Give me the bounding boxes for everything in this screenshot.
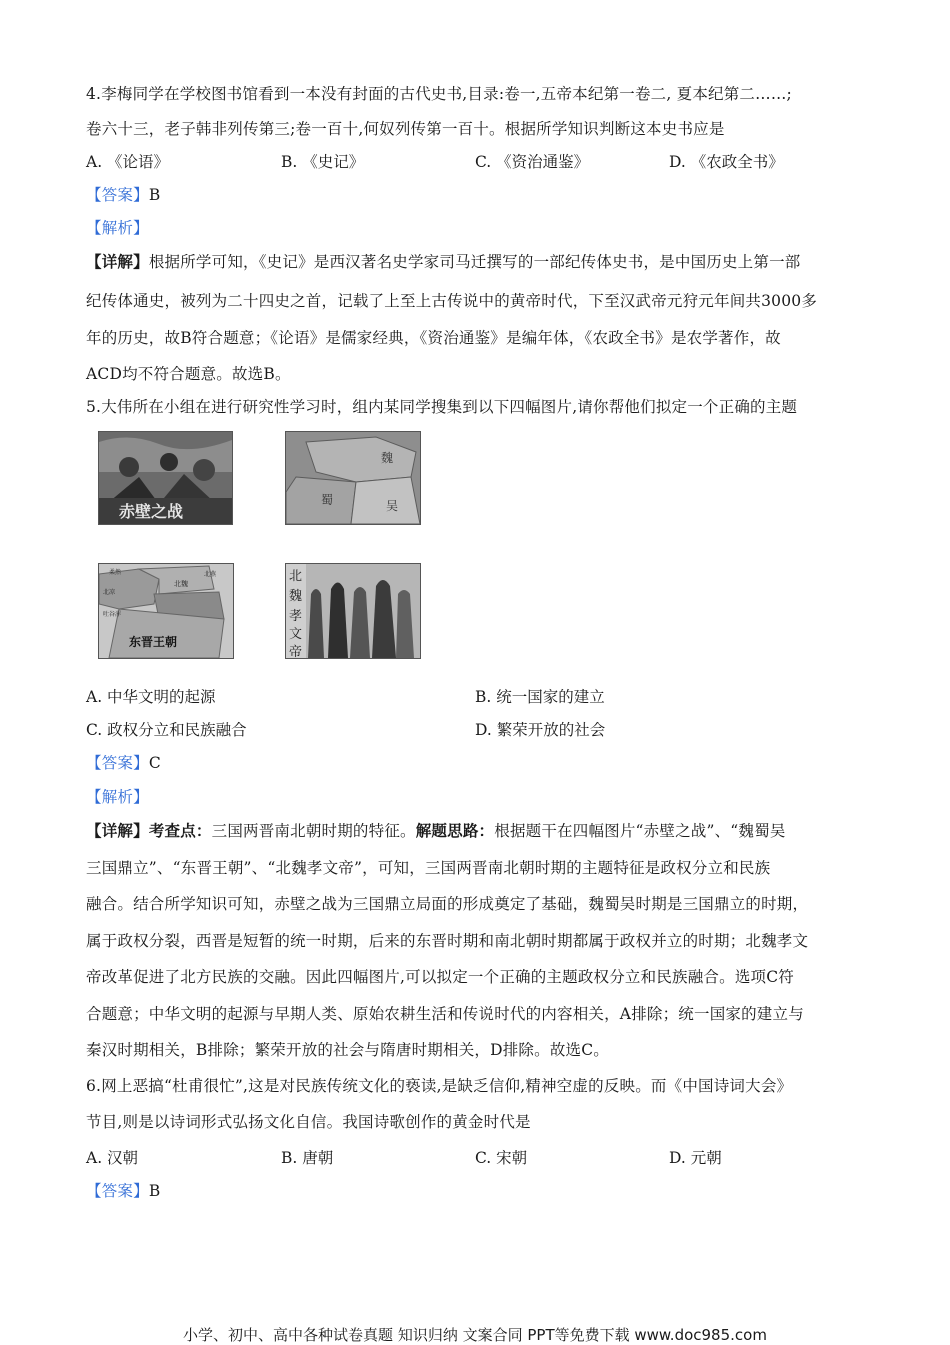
- q4-stem-line2: 卷六十三，老子韩非列传第三;卷一百十,何奴列传第一百十。根据所学知识判断这本史书应是: [86, 120, 725, 138]
- q4-option-b: B. 《史记》: [281, 153, 365, 171]
- kp-label: 考查点：: [148, 821, 212, 840]
- q4-stem-line1: 4.李梅同学在学校图书馆看到一本没有封面的古代史书,目录:卷一,五帝本纪第一卷二, 夏本纪第二……;: [86, 85, 792, 103]
- xiaowen-char-4: 文: [289, 627, 303, 642]
- eastern-jin-caption: 东晋王朝: [129, 635, 178, 649]
- detail-text: 根据所学可知，《史记》是西汉著名史学家司马迁撰写的一部纪传体史书，是中国历史上第一部: [148, 253, 801, 271]
- q5-detail-line6: 合题意；中华文明的起源与早期人类、原始农耕生活和传说时代的内容相关，A排除；统一国家的建立与: [86, 1005, 804, 1023]
- idea-text: 根据题干在四幅图片“赤壁之战”、“魏蜀吴: [494, 822, 786, 840]
- three-kingdoms-map-image: [285, 431, 421, 525]
- q5-stem: 5.大伟所在小组在进行研究性学习时，组内某同学搜集到以下四幅图片,请你帮他们拟定一个正确的主题: [86, 398, 798, 416]
- map-label-beiwei: 北魏: [174, 580, 188, 588]
- red-cliffs-battle-image: [98, 431, 233, 525]
- q4-answer: [86, 184, 160, 206]
- map-label-tuyuhun: 吐谷浑: [103, 611, 122, 618]
- q4-detail-line1: [86, 251, 800, 273]
- answer-tag: 【答案】: [86, 186, 149, 204]
- emperor-xiaowen-image: [285, 563, 421, 659]
- detail-tag: 【详解】: [86, 252, 149, 271]
- q5-option-b: B. 统一国家的建立: [475, 688, 605, 706]
- q5-option-d: D. 繁荣开放的社会: [475, 721, 606, 739]
- q4-option-a: A. 《论语》: [86, 153, 170, 171]
- q4-option-d: D. 《农政全书》: [669, 153, 784, 171]
- map-label-wei: 魏: [381, 451, 394, 465]
- q4-detail-line3: 年的历史，故B符合题意；《论语》是儒家经典，《资治通鉴》是编年体，《农政全书》是农学著作，故: [86, 329, 781, 347]
- xiaowen-char-5: 帝: [289, 645, 303, 658]
- eastern-jin-map-image: [98, 563, 234, 659]
- map-label-rouran: 柔然: [109, 569, 122, 576]
- kp-text: 三国两晋南北朝时期的特征。: [211, 822, 416, 840]
- map-label-wu: 吴: [386, 499, 399, 513]
- page-footer[interactable]: 小学、初中、高中各种试卷真题 知识归纳 文案合同 PPT等免费下载 www.doc985.com: [183, 1326, 767, 1344]
- map-label-shu: 蜀: [321, 493, 334, 507]
- idea-label: 解题思路：: [415, 821, 495, 840]
- q6-option-a: A. 汉朝: [86, 1149, 139, 1167]
- q5-option-a: A. 中华文明的起源: [86, 688, 216, 706]
- q5-detail-line5: 帝改革促进了北方民族的交融。因此四幅图片,可以拟定一个正确的主题政权分立和民族融合。选项C符: [86, 968, 794, 986]
- q6-option-d: D. 元朝: [669, 1149, 722, 1167]
- q4-detail-line2: 纪传体通史，被列为二十四史之首，记载了上至上古传说中的黄帝时代，下至汉武帝元狩元年间共3000多: [86, 292, 818, 310]
- q5-detail-line4: 属于政权分裂，西晋是短暂的统一时期，后来的东晋时期和南北朝时期都属于政权并立的时期；北魏孝文: [86, 932, 809, 950]
- answer-value: C: [148, 754, 161, 772]
- q5-detail-line7: 秦汉时期相关，B排除；繁荣开放的社会与隋唐时期相关，D排除。故选C。: [86, 1041, 609, 1059]
- q4-option-c: C. 《资治通鉴》: [475, 153, 590, 171]
- xiaowen-char-1: 北: [289, 569, 303, 584]
- q5-detail-line2: 三国鼎立”、“东晋王朝”、“北魏孝文帝”，可知，三国两晋南北朝时期的主题特征是政权分立和民族: [86, 859, 771, 877]
- detail-tag: 【详解】: [86, 821, 149, 840]
- map-label-beiliang: 北凉: [103, 589, 116, 596]
- q6-option-c: C. 宋朝: [475, 1149, 528, 1167]
- q5-detail-line3: 融合。结合所学知识可知，赤壁之战为三国鼎立局面的形成奠定了基础，魏蜀吴时期是三国鼎立的时期，: [86, 895, 809, 913]
- q5-answer: [86, 752, 161, 774]
- map-label-beiyan: 北燕: [204, 571, 217, 578]
- q6-option-b: B. 唐朝: [281, 1149, 334, 1167]
- answer-value: B: [148, 186, 161, 204]
- q4-analysis-tag: 【解析】: [86, 219, 149, 237]
- answer-value: B: [148, 1182, 161, 1200]
- answer-tag: 【答案】: [86, 1182, 149, 1200]
- answer-tag: 【答案】: [86, 754, 149, 772]
- q5-analysis-tag: 【解析】: [86, 788, 149, 806]
- q6-stem-line2: 节目,则是以诗词形式弘扬文化自信。我国诗歌创作的黄金时代是: [86, 1113, 531, 1131]
- q6-answer: [86, 1180, 160, 1202]
- xiaowen-char-2: 魏: [289, 589, 303, 604]
- q5-detail-line1: [86, 820, 786, 842]
- q4-detail-line4: ACD均不符合题意。故选B。: [86, 365, 291, 383]
- q5-option-c: C. 政权分立和民族融合: [86, 721, 247, 739]
- xiaowen-char-3: 孝: [289, 609, 303, 624]
- red-cliffs-caption: 赤壁之战: [118, 502, 184, 521]
- q6-stem-line1: 6.网上恶搞“杜甫很忙”,这是对民族传统文化的亵读,是缺乏信仰,精神空虚的反映。而《中国诗词大会》: [86, 1077, 793, 1095]
